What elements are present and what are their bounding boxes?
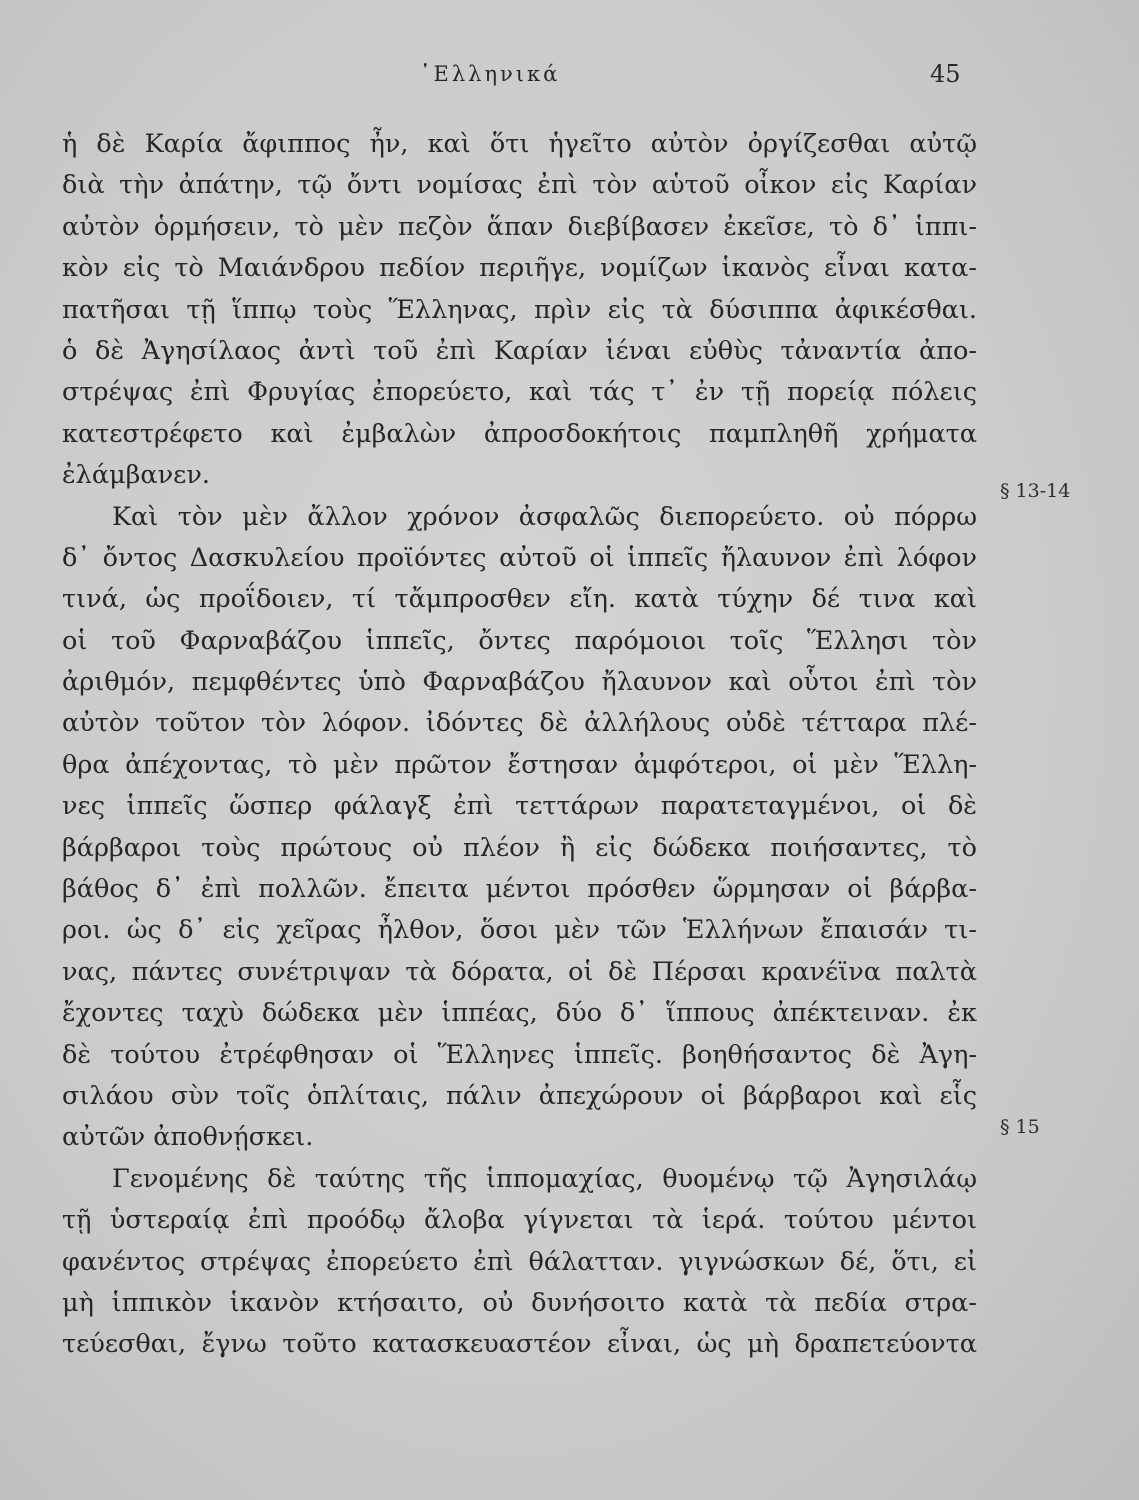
text-line: τινά, ὡς προΐδοιεν, τί τἄμπροσθεν εἴη. κατὰ τύχην δέ τινα καὶ: [62, 584, 977, 615]
text-line: ἔχοντες ταχὺ δώδεκα μὲν ἱππέας, δύο δ᾽ ἵππους ἀπέκτειναν. ἐκ: [62, 998, 977, 1029]
text-line: ἐλάμβανεν.: [62, 460, 210, 491]
paragraph-1: [62, 124, 977, 497]
text-line: σιλάου σὺν τοῖς ὁπλίταις, πάλιν ἀπεχώρουν οἱ βάρβαροι καὶ εἷς: [62, 1080, 977, 1111]
text-line: ἡ δὲ Καρία ἄφιππος ἦν, καὶ ὅτι ἡγεῖτο αὐτὸν ὀργίζεσθαι αὐτῷ: [62, 129, 977, 159]
text-line: ἀριθμόν, πεμφθέντες ὑπὸ Φαρναβάζου ἤλαυνον καὶ οὗτοι ἐπὶ τὸν: [62, 667, 977, 698]
text-line: αὐτῶν ἀποθνῄσκει.: [62, 1122, 314, 1153]
text-line: μὴ ἱππικὸν ἱκανὸν κτήσαιτο, οὐ δυνήσοιτο κατὰ τὰ πεδία στρα-: [62, 1287, 977, 1318]
text-line: βάθος δ᾽ ἐπὶ πολλῶν. ἔπειτα μέντοι πρόσθεν ὥρμησαν οἱ βάρβα-: [62, 874, 977, 905]
text-line: δὲ τούτου ἐτρέφθησαν οἱ Ἕλληνες ἱππεῖς. βοηθήσαντος δὲ Ἀγη-: [62, 1039, 977, 1070]
text-line: βάρβαροι τοὺς πρώτους οὐ πλέον ἢ εἰς δώδεκα ποιήσαντες, τὸ: [62, 832, 977, 863]
text-line: αὐτὸν ὁρμήσειν, τὸ μὲν πεζὸν ἅπαν διεβίβασεν ἐκεῖσε, τὸ δ᾽ ἱππι-: [62, 211, 977, 242]
main-text: [62, 124, 977, 1366]
text-line: νες ἱππεῖς ὥσπερ φάλαγξ ἐπὶ τεττάρων παρατεταγμένοι, οἱ δὲ: [62, 791, 977, 822]
text-line: ὁ δὲ Ἀγησίλαος ἀντὶ τοῦ ἐπὶ Καρίαν ἰέναι εὐθὺς τἀναντία ἀπο-: [62, 335, 977, 366]
paragraph-3: [62, 1159, 977, 1366]
text-line: θρα ἀπέχοντας, τὸ μὲν πρῶτον ἔστησαν ἀμφότεροι, οἱ μὲν Ἕλλη-: [62, 749, 977, 780]
text-line: Καὶ τὸν μὲν ἄλλον χρόνον ἀσφαλῶς διεπορεύετο. οὐ πόρρω: [112, 501, 977, 532]
text-line: κατεστρέφετο καὶ ἐμβαλὼν ἀπροσδοκήτοις παμπληθῆ χρήματα: [62, 418, 977, 449]
page-number: 45: [930, 60, 961, 88]
text-line: στρέψας ἐπὶ Φρυγίας ἐπορεύετο, καὶ τάς τ᾽ ἐν τῇ πορείᾳ πόλεις: [62, 377, 977, 408]
margin-section-note: § 15: [1000, 1116, 1040, 1138]
margin-section-note: § 13-14: [1000, 480, 1071, 502]
text-line: πατῆσαι τῇ ἵππῳ τοὺς Ἕλληνας, πρὶν εἰς τὰ δύσιππα ἀφικέσθαι.: [62, 294, 977, 325]
text-line: δ᾽ ὄντος Δασκυλείου προϊόντες αὐτοῦ οἱ ἱππεῖς ἤλαυνον ἐπὶ λόφον: [62, 542, 977, 573]
text-line: διὰ τὴν ἀπάτην, τῷ ὄντι νομίσας ἐπὶ τὸν αὑτοῦ οἶκον εἰς Καρίαν: [62, 170, 977, 201]
text-line: τεύεσθαι, ἔγνω τοῦτο κατασκευαστέον εἶναι, ὡς μὴ δραπετεύοντα: [62, 1329, 977, 1360]
text-line: κὸν εἰς τὸ Μαιάνδρου πεδίον περιῆγε, νομίζων ἱκανὸς εἶναι κατα-: [62, 253, 977, 284]
text-line: τῇ ὑστεραίᾳ ἐπὶ προόδῳ ἄλοβα γίγνεται τὰ ἱερά. τούτου μέντοι: [62, 1205, 977, 1236]
text-line: νας, πάντες συνέτριψαν τὰ δόρατα, οἱ δὲ Πέρσαι κρανέϊνα παλτὰ: [62, 956, 977, 987]
text-line: Γενομένης δὲ ταύτης τῆς ἱππομαχίας, θυομένῳ τῷ Ἀγησιλάῳ: [112, 1163, 977, 1194]
text-line: οἱ τοῦ Φαρναβάζου ἱππεῖς, ὄντες παρόμοιοι τοῖς Ἕλλησι τὸν: [62, 625, 977, 656]
text-line: φανέντος στρέψας ἐπορεύετο ἐπὶ θάλατταν. γιγνώσκων δέ, ὅτι, εἰ: [62, 1246, 977, 1277]
text-line: ροι. ὡς δ᾽ εἰς χεῖρας ἦλθον, ὅσοι μὲν τῶν Ἑλλήνων ἔπαισάν τι-: [62, 915, 977, 946]
paragraph-2: [62, 497, 977, 1159]
text-line: αὐτὸν τοῦτον τὸν λόφον. ἰδόντες δὲ ἀλλήλους οὐδὲ τέτταρα πλέ-: [62, 708, 977, 739]
running-head: ῾Ελληνικά: [420, 62, 561, 86]
